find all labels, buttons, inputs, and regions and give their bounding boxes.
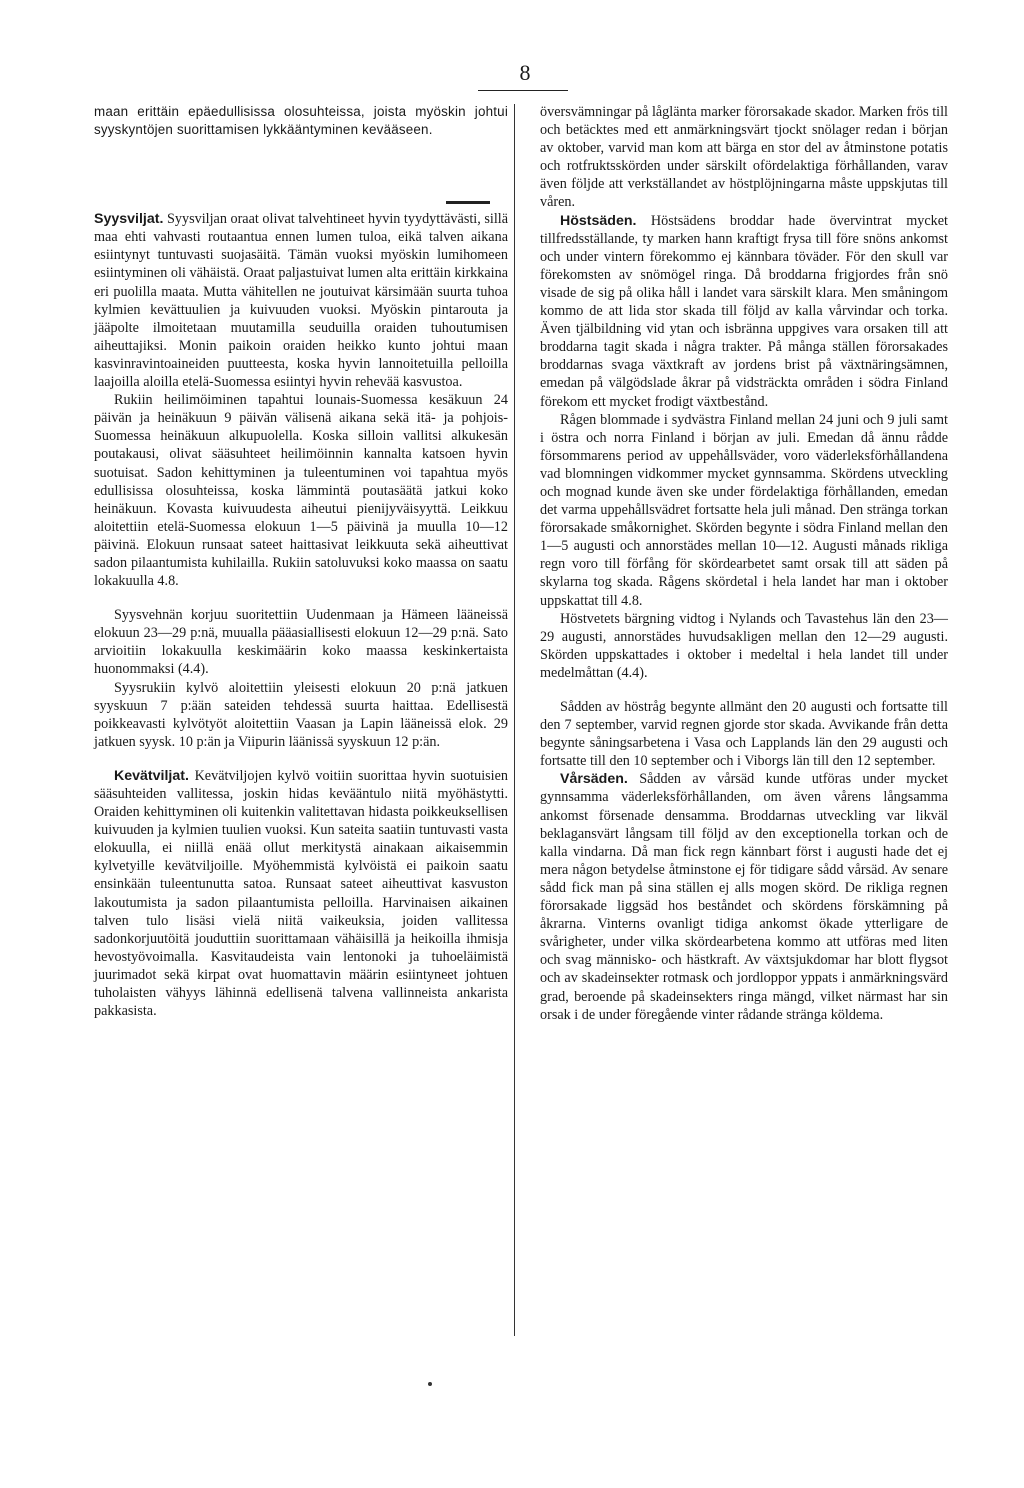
short-rule: [446, 201, 490, 204]
varsaden-paragraph: [540, 770, 948, 1023]
left-intro-paragraph: maan erittäin epäedullisissa olosuhteissa, joista myöskin johtui syyskyntöjen suorittamisen lykkääntyminen kevääseen.: [94, 104, 508, 138]
syysvehnan-paragraph: Syysvehnän korjuu suoritettiin Uudenmaan ja Hämeen lääneissä elokuun 23—29 p:nä, muualla pääasiallisesti elokuun 12—29 p:nä. Sato arvioitiin lokakuulla keskimäärin koko maassa keskinkertaista huonommaksi (4.4).: [94, 607, 508, 678]
syysviljat-paragraph: [94, 210, 508, 391]
varsaden-heading: Vårsäden.: [560, 771, 628, 788]
varsaden-text: Sådden av vårsäd kunde utföras under mycket gynnsamma väderleksförhållanden, om även vårens långsamma ankomst försenade densamma. Broddarnas utveckling var likväl beklagansvärt långsam till följd av den exceptionella torkan och de kalla vindarna. Då man fick regn kännbart först i augusti hade det ej mera någon betydelse åtminstone ej för tidigare sådd vårsäd. Av senare sådd fick man på sina ställen ej alls mogen skörd. De rikliga regnen förorsakade liggsäd hos beståndet och skördens förskämning på åkrarna. Vinterns ovanligt tidiga ankomst ökade ytterligare de svårigheter, under vilka skördearbetena kommo att utföras med liten och svag människo- och hästkraft. Av växtsjukdomar har blott flygsot och av skadeinsekter rotmask och jordloppor yppats i anmärkningsvärd grad, beroende på skadeinsekters ringa mängd, vilket närmast har sin orsak i de under föregående vinter rådande stränga köldema.: [540, 771, 948, 1023]
right-intro-paragraph: översvämningar på låglänta marker förorsakade skador. Marken frös till och betäcktes med ett anmärkningsvärt tjockt snölager redan i början av oktober, varvid man kom att bärga en stor del av åtminstone potatis och rotfruktsskörden under särskilt ofördelaktiga förhållanden, varav även följde att verkställandet av höstplöjningarna måste uppskjutas till våren.: [540, 104, 948, 211]
syysviljat-text: Syysviljan oraat olivat talvehtineet hyvin tyydyttävästi, sillä maa ehti vahvasti routaantua ennen lumen tuloa, eikä talven aikana esiintynyt tuntuvasti suojasäitä. Tämän vuoksi myöskin lumihomeen esiintyminen oli vähäistä. Oraat paljastuivat lumen alta erittäin kirkkaina eri puolilla maata. Mutta vähitellen ne joutuivat kärsimään suurta tuhoa kylmien kevättuulien ja kuivuuden vuoksi. Myöskin pintarouta ja jääpolte ilmoitetaan muutamilla seuduilla oraiden tuhoutumisen aiheuttajiksi. Monin paikoin oraiden heikko kunto johtui maan kasvinravintoaineiden puutteesta, koska hyvin lannoitetuilla pelloilla laajoilla aloilla etelä-Suomessa esiintyi hyvin rehevää kasvustoa.: [94, 211, 508, 391]
syysrukiin-paragraph: Syysrukiin kylvö aloitettiin yleisesti elokuun 20 p:nä jatkuen syyskuun 7 p:ään sateiden tehdessä suurta haittaa. Edellisestä poikkeavasti kylvötyöt aloitettiin Vaasan ja Lapin lääneissä elok. 29 jatkuen syysk. 10 p:än ja Viipurin läänissä syyskuun 12 p:än.: [94, 679, 508, 750]
page-number: 8: [519, 60, 531, 85]
kevatviljat-text: Kevätviljojen kylvö voitiin suorittaa hyvin suotuisien sääsuhteiden vallitessa, joskin hidas kevääntulo niitä myöhästytti. Oraiden kehittyminen oli kuitenkin valitettavan hidasta poikkeuksellisen kuivuuden ja kylmien tuulien vuoksi. Kun sateita saatiin tuntuvasti vasta elokuulla, ei niillä enää ollut merkitystä ainakaan aikaisemmin kylvetyille kevätviljoille. Myöhemmistä kylvöistä ei paikoin saatu ensinkään tuleentunutta satoa. Runsaat sateet aiheuttivat kasvuston lakoutumista ja sadon pilaantumista pelloilla. Harvinaisen aikainen talven tulo lisäsi vielä niitä vaikeuksia, joiden vallitessa sadonkorjuutöitä jouduttiin suorittamaan vähäisillä ja heikoilla ihmisja hevostyövoimalla. Kasvitaudeista vain lentonoki ja tuhoeläimistä juurimadot sekä kirpat ovat huomattavin määrin esiintyneet johtuen tuholaisten vähyys lähinnä edellisenä talvena vallinneista ankarista pakkasista.: [94, 767, 509, 1020]
kevatviljat-paragraph: [94, 767, 508, 1020]
ink-dot: [428, 1382, 432, 1386]
hostsaden-paragraph: [540, 212, 948, 411]
saden-paragraph: Sådden av höstråg begynte allmänt den 20 augusti och fortsatte till den 7 september, varvid regnen gjorde stor skada. Avvikande från detta begynte såningsarbetena i Vasa och Lapplands län den 29 augusti och fortsatte till den 10 september och i Viborgs län till den 12 september.: [540, 699, 948, 770]
column-divider: [514, 104, 515, 1336]
syysviljat-heading: Syysviljat.: [94, 211, 164, 228]
kevatviljat-heading: Kevätviljat.: [114, 767, 189, 784]
ragen-paragraph: Rågen blommade i sydvästra Finland mellan 24 juni och 9 juli samt i östra och norra Finland i början av juli. Emedan då ännu rådde försommarens period av uppehållsväder, voro väderleksförhållandena vad blomningen vidkommer mycket gynnsamma. Skördens utveckling och mognad kunde även ske under fördelaktiga förhållanden, emedan det varma uppehållsvädret fortsatte hela juli månad. Den stränga torkan förorsakade småkornighet. Skörden begynte i södra Finland mellan den 1—5 augusti och annorstädes mellan 10—12. Augusti månads rikliga regn voro till förfång för skördearbetet samt orsak till att säden på skylarna tog skada. Rågens skördetal i hela landet har man i oktober uppskattat till 4.8.: [540, 411, 948, 609]
hostsaden-heading: Höstsäden.: [560, 212, 637, 229]
rukiin-paragraph: Rukiin heilimöiminen tapahtui lounais-Suomessa kesäkuun 24 päivän ja heinäkuun 9 päivän välisenä aikana sekä itä- ja pohjois-Suomessa heinäkuun alkupuolella. Koska silloin vallitsi alkukesän poutakausi, olivat sääsuhteet heilimöinnin kannalta katsoen hyvin suotuisat. Sadon kehittyminen ja tuleentuminen voi tapahtua myös edullisissa olosuhteissa, koska lämmintä poutasäätä jatkui koko heinäkuun. Kovasta kuivuudesta aiheutui pienijyväisyyttä. Leikkuu aloitettiin etelä-Suomessa elokuun 1—5 päivinä ja muulla 10—12 päivinä. Elokuun runsaat sateet haittasivat leikkuuta sekä aiheuttivat sadon pilaantumista kuhilailla. Rukiin satoluvuksi koko maassa on saatu lokakuulla 4.8.: [94, 392, 508, 590]
hostvetets-paragraph: Höstvetets bärgning vidtog i Nylands och Tavastehus län den 23—29 augusti, annorstädes huvudsakligen mellan den 12—29 augusti. Skörden uppskattades i oktober i medeltal i hela landet till under medelmåttan (4.4).: [540, 610, 948, 681]
right-column: [540, 103, 948, 1024]
header-rule: [478, 90, 568, 91]
left-column: [94, 103, 508, 1020]
hostsaden-text: Höstsädens broddar hade övervintrat mycket tillfredsställande, ty marken hann kraftigt frysa till före snöns ankomst och under vintern förekommo ej kännbara töväder. För den skull var förekomsten av snömögel ringa. Då broddarna frigjordes från snö visade de sig på olika håll i landet vara särskilt klara. Men småningom kommo de att lida stor skada till följd av kalla vårvindar och torka. Även tjälbildning vid ytan och isbränna uppgives vara orsaken till att broddarna tagit skada i några trakter. På många ställen förorsakades broddarnas svaga växtkraft av jordens brist på växtnäringsämnen, emedan på välgödslade åkrar på vidsträckta områden i södra Finland förekom ett mycket frodigt växtbestånd.: [540, 212, 948, 410]
